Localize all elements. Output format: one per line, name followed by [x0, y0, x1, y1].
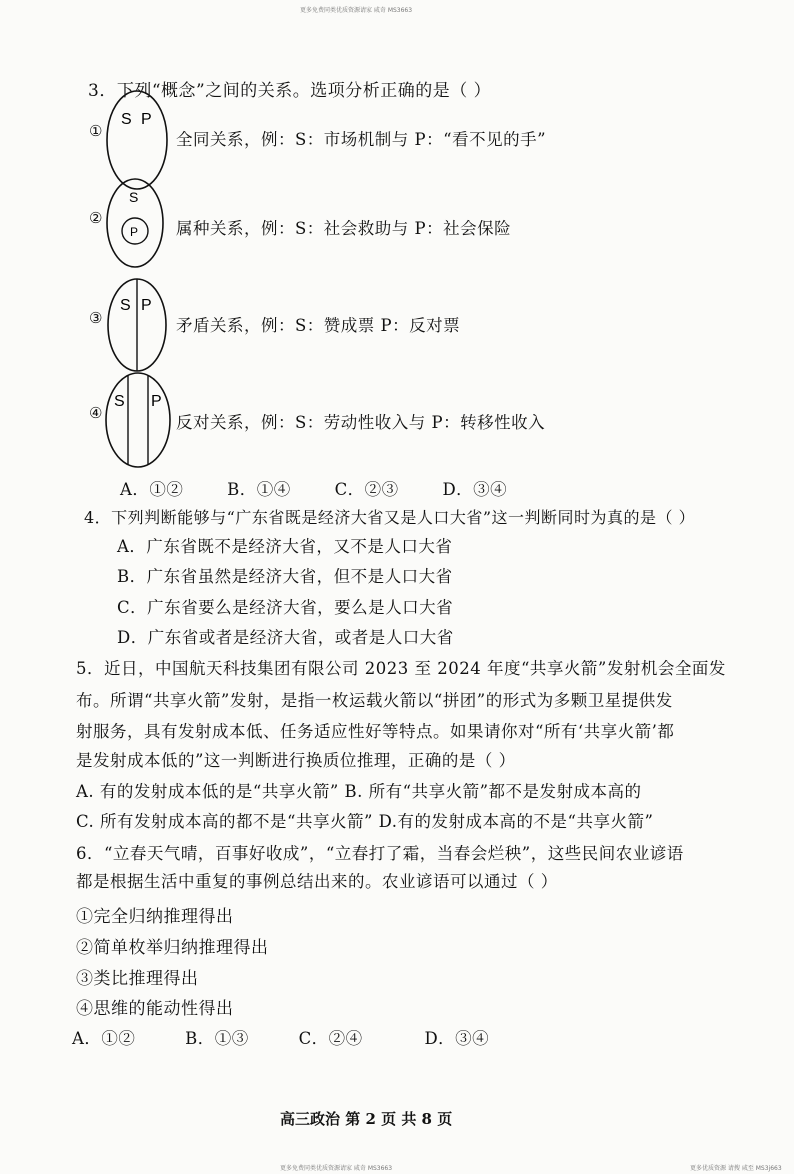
q4-option-a: A．广东省既不是经济大省，又不是人口大省	[117, 537, 453, 556]
q6-stem-line-1: 6．“立春天气晴，百事好收成”，“立春打了霜，当春会烂秧”，这些民间农业谚语	[76, 844, 684, 863]
q6-option-c: C．②④	[298, 1029, 363, 1048]
q3-item3-text: 矛盾关系，例：S：赞成票 P：反对票	[176, 316, 461, 335]
q5-stem-line-3: 射服务，具有发射成本低、任务适应性好等特点。如果请你对“所有‘共享火箭’都	[76, 722, 675, 741]
q3-item2-number: ②	[89, 209, 103, 227]
diagram-label-p: P	[151, 393, 162, 410]
q5-stem-line-1: 5．近日，中国航天科技集团有限公司 2023 至 2024 年度“共享火箭”发射机会全面发	[76, 659, 726, 678]
q5-stem-line-4: 是发射成本低的”这一判断进行换质位推理，正确的是（ ）	[76, 751, 516, 770]
q3-item4-number: ④	[89, 404, 103, 422]
q5-options-line-1: A. 有的发射成本低的是“共享火箭” B. 所有“共享火箭”都不是发射成本高的	[76, 782, 642, 801]
q3-item1-number: ①	[89, 122, 103, 140]
q6-options	[72, 1025, 527, 1049]
q4-option-d: D．广东省或者是经济大省，或者是人口大省	[117, 628, 454, 647]
q3-item2-text: 属种关系，例：S：社会救助与 P：社会保险	[176, 219, 512, 238]
q6-option-d: D．③④	[424, 1029, 490, 1048]
q6-item-1: ①完全归纳推理得出	[76, 907, 234, 927]
q4-option-b: B．广东省虽然是经济大省，但不是人口大省	[117, 567, 453, 586]
diagram-label-s: S	[120, 297, 131, 314]
q6-option-b: B．①③	[185, 1029, 249, 1048]
q3-option-d: D．③④	[442, 480, 508, 499]
q3-option-c: C．②③	[334, 480, 399, 499]
q3-item4-text: 反对关系，例：S：劳动性收入与 P：转移性收入	[176, 413, 546, 432]
watermark-top: 更多免费同类优质资源请家 咸奇 MS3663	[300, 7, 413, 14]
q3-item3-number: ③	[89, 309, 103, 327]
q4-stem: 4．下列判断能够与“广东省既是经济大省又是人口大省”这一判断同时为真的是（ ）	[84, 508, 696, 527]
q3-option-b: B．①④	[227, 480, 291, 499]
q6-option-a: A．①②	[72, 1029, 136, 1048]
diagram-label-p: P	[130, 225, 139, 239]
diagram-label-s: S	[114, 393, 125, 410]
q3-option-a: A．①②	[120, 480, 184, 499]
q6-item-2: ②简单枚举归纳推理得出	[76, 938, 269, 958]
venn-contradictory-diagram	[104, 276, 170, 374]
venn-contrary-diagram	[102, 370, 174, 470]
diagram-label-s: S	[129, 189, 139, 205]
diagram-label-s: S	[121, 111, 132, 128]
diagram-label-p: P	[141, 297, 152, 314]
page-footer: 高三政治 第 2 页 共 8 页	[280, 1110, 453, 1128]
q3-options	[120, 476, 545, 500]
q6-stem-line-2: 都是根据生活中重复的事例总结出来的。农业谚语可以通过（ ）	[76, 872, 558, 891]
q6-item-4: ④思维的能动性得出	[76, 999, 234, 1019]
venn-genus-species-diagram	[104, 176, 166, 270]
q4-option-c: C．广东省要么是经济大省，要么是人口大省	[117, 598, 454, 617]
q5-stem-line-2: 布。所谓“共享火箭”发射，是指一枚运载火箭以“拼团”的形式为多颗卫星提供发	[76, 691, 673, 710]
diagram-label-p: P	[141, 111, 152, 128]
watermark-bottom-right: 更多优质资源 请搜 咸至 MS3j663	[690, 1165, 782, 1172]
watermark-bottom-left: 更多免费同类优质资源请家 咸奇 MS3663	[280, 1165, 393, 1172]
q5-options-line-2: C. 所有发射成本高的都不是“共享火箭” D.有的发射成本高的不是“共享火箭”	[76, 812, 654, 831]
q3-stem: 3．下列“概念”之间的关系。选项分析正确的是（ ）	[88, 81, 492, 101]
q3-item1-text: 全同关系，例：S：市场机制与 P：“看不见的手”	[176, 130, 547, 149]
q6-item-3: ③类比推理得出	[76, 969, 199, 989]
